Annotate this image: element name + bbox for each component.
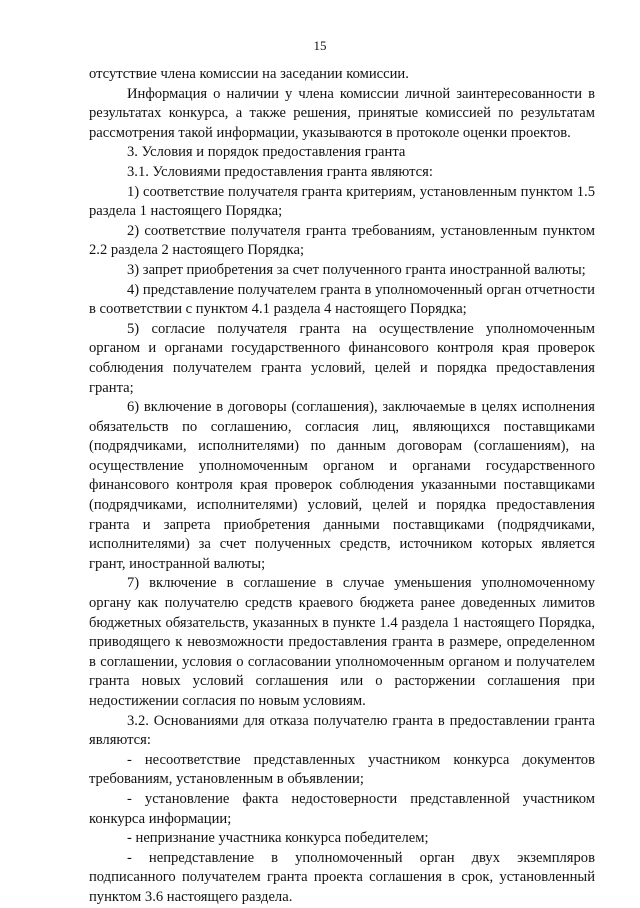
condition-item-6: 6) включение в договоры (соглашения), заключаемые в целях исполнения обязательств по соглашению, согласия лиц, являющихся поставщиками (подрядчиками, исполнителями) по данным договорам (соглашениям), на осуществление уполномоченным органом и органами государственного финансового контроля края проверок соблюдения указанными поставщиками (подрядчиками, исполнителями) условий, целей и порядка предоставления гранта и запрета приобретения данными поставщиками (подрядчиками, исполнителями) за счет полученных средств, источником которых является грант, иностранной валюты; bbox=[89, 399, 595, 572]
refusal-item-2: - установление факта недостоверности представленной участником конкурса информации; bbox=[89, 790, 595, 827]
clause-3-1-intro: 3.1. Условиями предоставления гранта являются: bbox=[127, 163, 433, 180]
section-heading-3: 3. Условия и порядок предоставления гранта bbox=[127, 144, 406, 161]
condition-item-4: 4) представление получателем гранта в уполномоченный орган отчетности в соответствии с пунктом 4.1 раздела 4 настоящего Порядка; bbox=[89, 281, 595, 318]
condition-item-1: 1) соответствие получателя гранта критериям, установленным пунктом 1.5 раздела 1 настоящего Порядка; bbox=[89, 183, 595, 220]
condition-item-2: 2) соответствие получателя гранта требованиям, установленным пунктом 2.2 раздела 2 настоящего Порядка; bbox=[89, 222, 595, 259]
refusal-item-1: - несоответствие представленных участником конкурса документов требованиям, установленным в объявлении; bbox=[89, 751, 595, 788]
condition-item-5: 5) согласие получателя гранта на осуществление уполномоченным органом и органами государственного финансового контроля края проверок соблюдения получателем гранта условий, целей и порядка предоставления гранта; bbox=[89, 320, 595, 396]
condition-item-7: 7) включение в соглашение в случае уменьшения уполномоченному органу как получателю средств краевого бюджета ранее доведенных лимитов бюджетных обязательств, указанных в пункте 1.4 раздела 1 настоящего Порядка, приводящего к невозможности предоставления гранта в размере, определенном в соглашении, условия о согласовании уполномоченным органом и получателем гранта новых условий соглашения или о расторжении соглашения при недостижении согласия по новым условиям. bbox=[89, 575, 595, 709]
condition-item-3: 3) запрет приобретения за счет полученного гранта иностранной валюты; bbox=[127, 261, 586, 278]
refusal-item-3: - непризнание участника конкурса победителем; bbox=[127, 830, 429, 847]
document-body bbox=[89, 65, 595, 908]
clause-3-2-intro: 3.2. Основаниями для отказа получателю гранта в предоставлении гранта являются: bbox=[89, 712, 595, 749]
refusal-item-4: - непредставление в уполномоченный орган двух экземпляров подписанного получателем гранта проекта соглашения в срок, установленный пунктом 3.6 настоящего раздела. bbox=[89, 849, 595, 905]
paragraph-conflict-of-interest: Информация о наличии у члена комиссии личной заинтересованности в результатах конкурса, а также решения, принятые комиссией по результатам рассмотрения такой информации, указываются в протоколе оценки проектов. bbox=[89, 85, 595, 141]
page-number: 15 bbox=[313, 38, 327, 53]
paragraph-commission-absence: отсутствие члена комиссии на заседании комиссии. bbox=[89, 66, 409, 82]
